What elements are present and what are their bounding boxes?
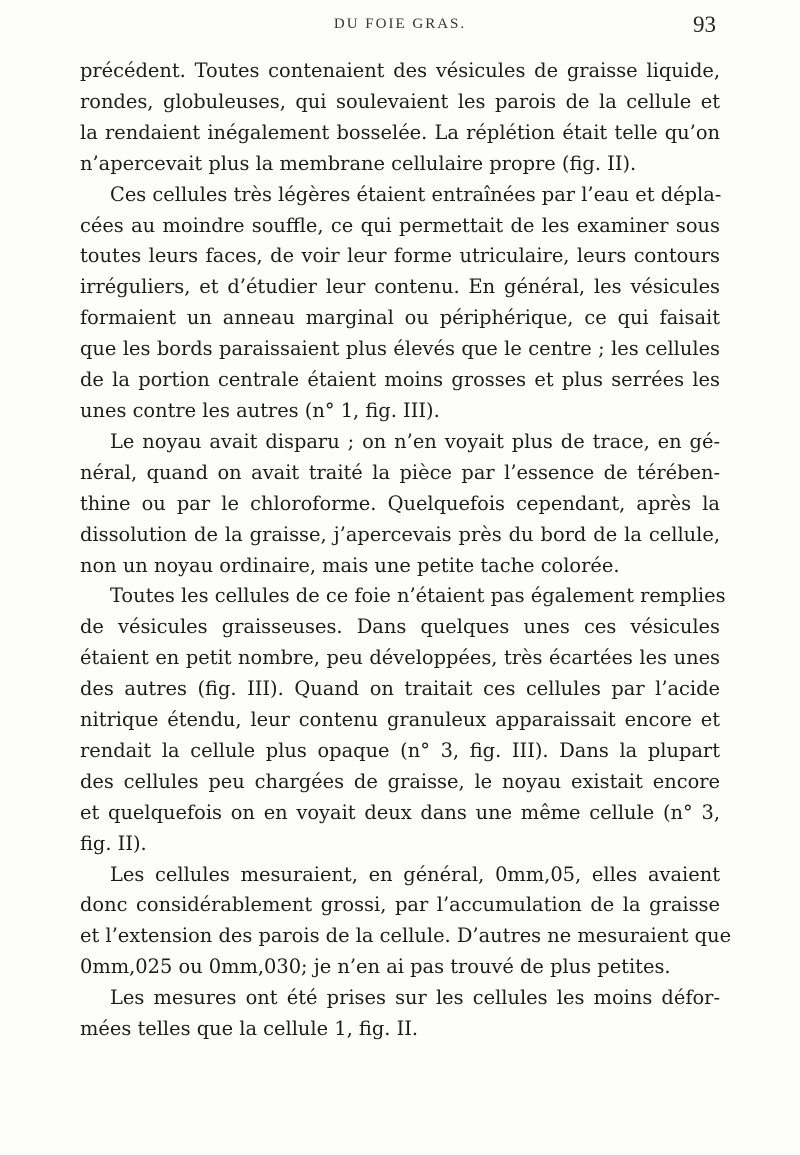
text-line: cées au moindre souffle, ce qui permettait de les examiner sous bbox=[80, 213, 720, 237]
text-line: non un noyau ordinaire, mais une petite tache colorée. bbox=[80, 553, 620, 577]
text-line: Toutes les cellules de ce foie n’étaient pas également remplies bbox=[110, 584, 726, 608]
text-line: Le noyau avait disparu ; on n’en voyait plus de trace, en gé- bbox=[110, 429, 720, 453]
text-line: et l’extension des parois de la cellule. D’autres ne mesuraient que bbox=[80, 924, 732, 948]
text-line: rondes, globuleuses, qui soulevaient les parois de la cellule et bbox=[80, 89, 720, 113]
text-line: Les cellules mesuraient, en général, 0mm,05, elles avaient bbox=[110, 862, 720, 886]
text-line: unes contre les autres (n° 1, fig. III). bbox=[80, 398, 440, 422]
text-line: étaient en petit nombre, peu développées, très écartées les unes bbox=[80, 646, 720, 670]
text-line: des autres (fig. III). Quand on traitait ces cellules par l’acide bbox=[80, 677, 720, 701]
text-line: toutes leurs faces, de voir leur forme utriculaire, leurs contours bbox=[80, 244, 720, 268]
text-line: de la portion centrale étaient moins grosses et plus serrées les bbox=[80, 368, 720, 392]
text-line: 0mm,025 ou 0mm,030; je n’en ai pas trouvé de plus petites. bbox=[80, 955, 671, 979]
text-line: formaient un anneau marginal ou périphérique, ce qui faisait bbox=[80, 306, 720, 330]
text-line: de vésicules graisseuses. Dans quelques unes ces vésicules bbox=[80, 615, 720, 639]
text-line: et quelquefois on en voyait deux dans une même cellule (n° 3, bbox=[80, 800, 720, 824]
text-line: rendait la cellule plus opaque (n° 3, fig. III). Dans la plupart bbox=[80, 738, 720, 762]
text-line: donc considérablement grossi, par l’accumulation de la graisse bbox=[80, 893, 720, 917]
text-line: que les bords paraissaient plus élevés que le centre ; les cellules bbox=[80, 337, 720, 361]
page-number: 93 bbox=[693, 12, 716, 37]
body-text bbox=[80, 56, 732, 1045]
text-line: mées telles que la cellule 1, fig. II. bbox=[80, 1017, 419, 1041]
text-line: nitrique étendu, leur contenu granuleux apparaissait encore et bbox=[80, 708, 720, 732]
running-head bbox=[0, 8, 800, 38]
text-line: dissolution de la graisse, j’apercevais près du bord de la cellule, bbox=[80, 522, 720, 546]
running-title: DU FOIE GRAS. bbox=[333, 16, 467, 32]
text-line: néral, quand on avait traité la pièce par l’essence de térében- bbox=[80, 460, 720, 484]
text-line: fig. II). bbox=[80, 831, 147, 855]
text-line: la rendaient inégalement bosselée. La réplétion était telle qu’on bbox=[80, 120, 720, 144]
text-line: thine ou par le chloroforme. Quelquefois cependant, après la bbox=[80, 491, 720, 515]
text-line: Les mesures ont été prises sur les cellules les moins défor- bbox=[110, 986, 720, 1010]
text-line: précédent. Toutes contenaient des vésicules de graisse liquide, bbox=[80, 59, 720, 82]
text-line: irréguliers, et d’étudier leur contenu. En général, les vésicules bbox=[80, 275, 720, 299]
text-line: n’apercevait plus la membrane cellulaire propre (fig. II). bbox=[80, 151, 637, 175]
text-line: Ces cellules très légères étaient entraînées par l’eau et dépla- bbox=[110, 182, 722, 206]
text-line: des cellules peu chargées de graisse, le noyau existait encore bbox=[80, 769, 720, 793]
